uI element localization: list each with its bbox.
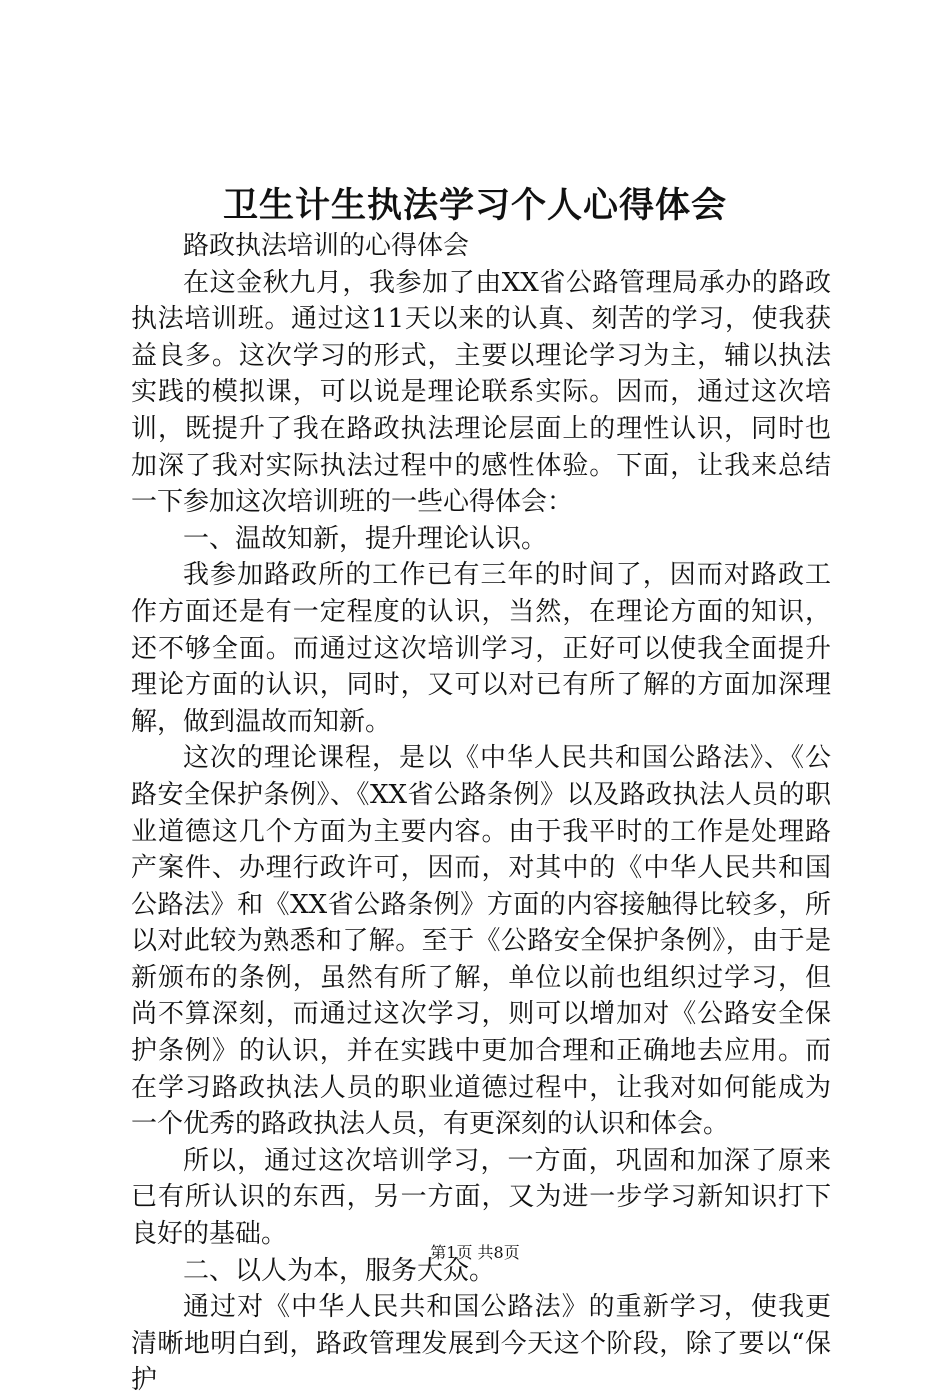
body-paragraph: 这次的理论课程，是以《中华人民共和国公路法》、《公路安全保护条例》、《XX省公路条例》以及路政执法人员的职业道德这几个方面为主要内容。由于我平时的工作是处理路产案件、办理行政许可，因而，对其中的《中华人民共和国公路法》和《XX省公路条例》方面的内容接触得比较多，所以对此较为熟悉和了解。至于《公路安全保护条例》，由于是新颁布的条例，虽然有所了解，单位以前也组织过学习，但尚不算深刻，而通过这次学习，则可以增加对《公路安全保护条例》的认识，并在实践中更加合理和正确地去应用。而在学习路政执法人员的职业道德过程中，让我对如何能成为一个优秀的路政执法人员，有更深刻的认识和体会。 [131, 743, 831, 1140]
section-heading: 二、以人为本，服务大众。 [183, 1255, 496, 1286]
body-paragraph: 所以，通过这次培训学习，一方面，巩固和加深了原来已有所认识的东西，另一方面，又为进一步学习新知识打下良好的基础。 [131, 1145, 831, 1250]
document-body [131, 228, 831, 1399]
section-heading: 一、温故知新，提升理论认识。 [183, 523, 548, 554]
subtitle-paragraph: 路政执法培训的心得体会 [183, 231, 470, 261]
body-paragraph: 我参加路政所的工作已有三年的时间了，因而对路政工作方面还是有一定程度的认识，当然，在理论方面的知识，还不够全面。而通过这次培训学习，正好可以使我全面提升理论方面的认识，同时，又可以对已有所了解的方面加深理解，做到温故而知新。 [131, 560, 831, 737]
document-title: 卫生计生执法学习个人心得体会 [222, 185, 727, 226]
body-paragraph: 在这金秋九月，我参加了由XX省公路管理局承办的路政执法培训班。通过这11天以来的认真、刻苦的学习，使我获益良多。这次学习的形式，主要以理论学习为主，辅以执法实践的模拟课，可以说是理论联系实际。因而，通过这次培训，既提升了我在路政执法理论层面上的理性认识，同时也加深了我对实际执法过程中的感性体验。下面，让我来总结一下参加这次培训班的一些心得体会： [131, 267, 831, 518]
page-number-footer: 第1页 共8页 [430, 1243, 520, 1262]
body-paragraph: 通过对《中华人民共和国公路法》的重新学习，使我更清晰地明白到，路政管理发展到今天这个阶段，除了要以“保护 [131, 1292, 831, 1396]
